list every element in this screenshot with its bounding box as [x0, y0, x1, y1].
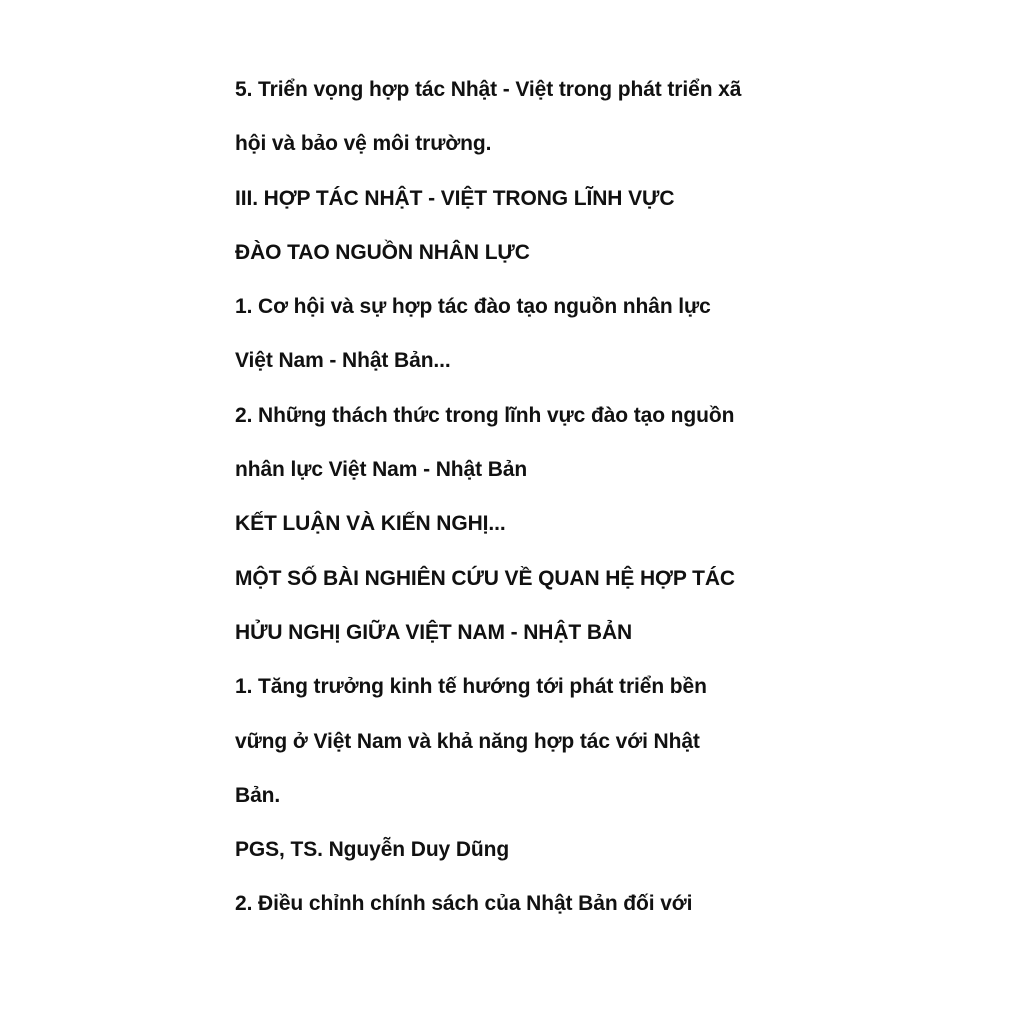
toc-item-5-title-cont: hội và bảo vệ môi trường.	[235, 132, 492, 156]
research-item-2-title: 2. Điều chỉnh chính sách của Nhật Bản đối với	[235, 892, 693, 916]
research-item-1-author: PGS, TS. Nguyễn Duy Dũng	[235, 838, 510, 862]
table-of-contents	[235, 68, 835, 937]
toc-item-1-title: 1. Cơ hội và sự hợp tác đào tạo nguồn nhân lực	[235, 295, 711, 319]
toc-item-5-title: 5. Triển vọng hợp tác Nhật - Việt trong phát triển xã	[235, 78, 742, 101]
research-item-1-title-cont: vững ở Việt Nam và khả năng hợp tác với Nhật	[235, 729, 700, 753]
research-section-heading: MỘT SỐ BÀI NGHIÊN CỨU VỀ QUAN HỆ HỢP TÁC	[235, 566, 735, 590]
research-section-heading-cont: HỬU NGHỊ GIỮA VIỆT NAM - NHẬT BẢN	[235, 620, 633, 644]
conclusion-heading: KẾT LUẬN VÀ KIẾN NGHỊ...	[235, 512, 506, 536]
toc-item-2-title: 2. Những thách thức trong lĩnh vực đào tạo nguồn	[235, 403, 735, 427]
toc-item-2-title-cont: nhân lực Việt Nam - Nhật Bản	[235, 458, 528, 482]
section-iii-heading-cont: ĐÀO TAO NGUỒN NHÂN LỰC	[235, 240, 530, 264]
section-iii-heading: III. HỢP TÁC NHẬT - VIỆT TRONG LĨNH VỰC	[235, 186, 675, 210]
toc-item-1-title-cont: Việt Nam - Nhật Bản...	[235, 349, 451, 373]
research-item-1-title: 1. Tăng trưởng kinh tế hướng tới phát triển bền	[235, 675, 707, 699]
research-item-1-title-end: Bản.	[235, 783, 281, 807]
